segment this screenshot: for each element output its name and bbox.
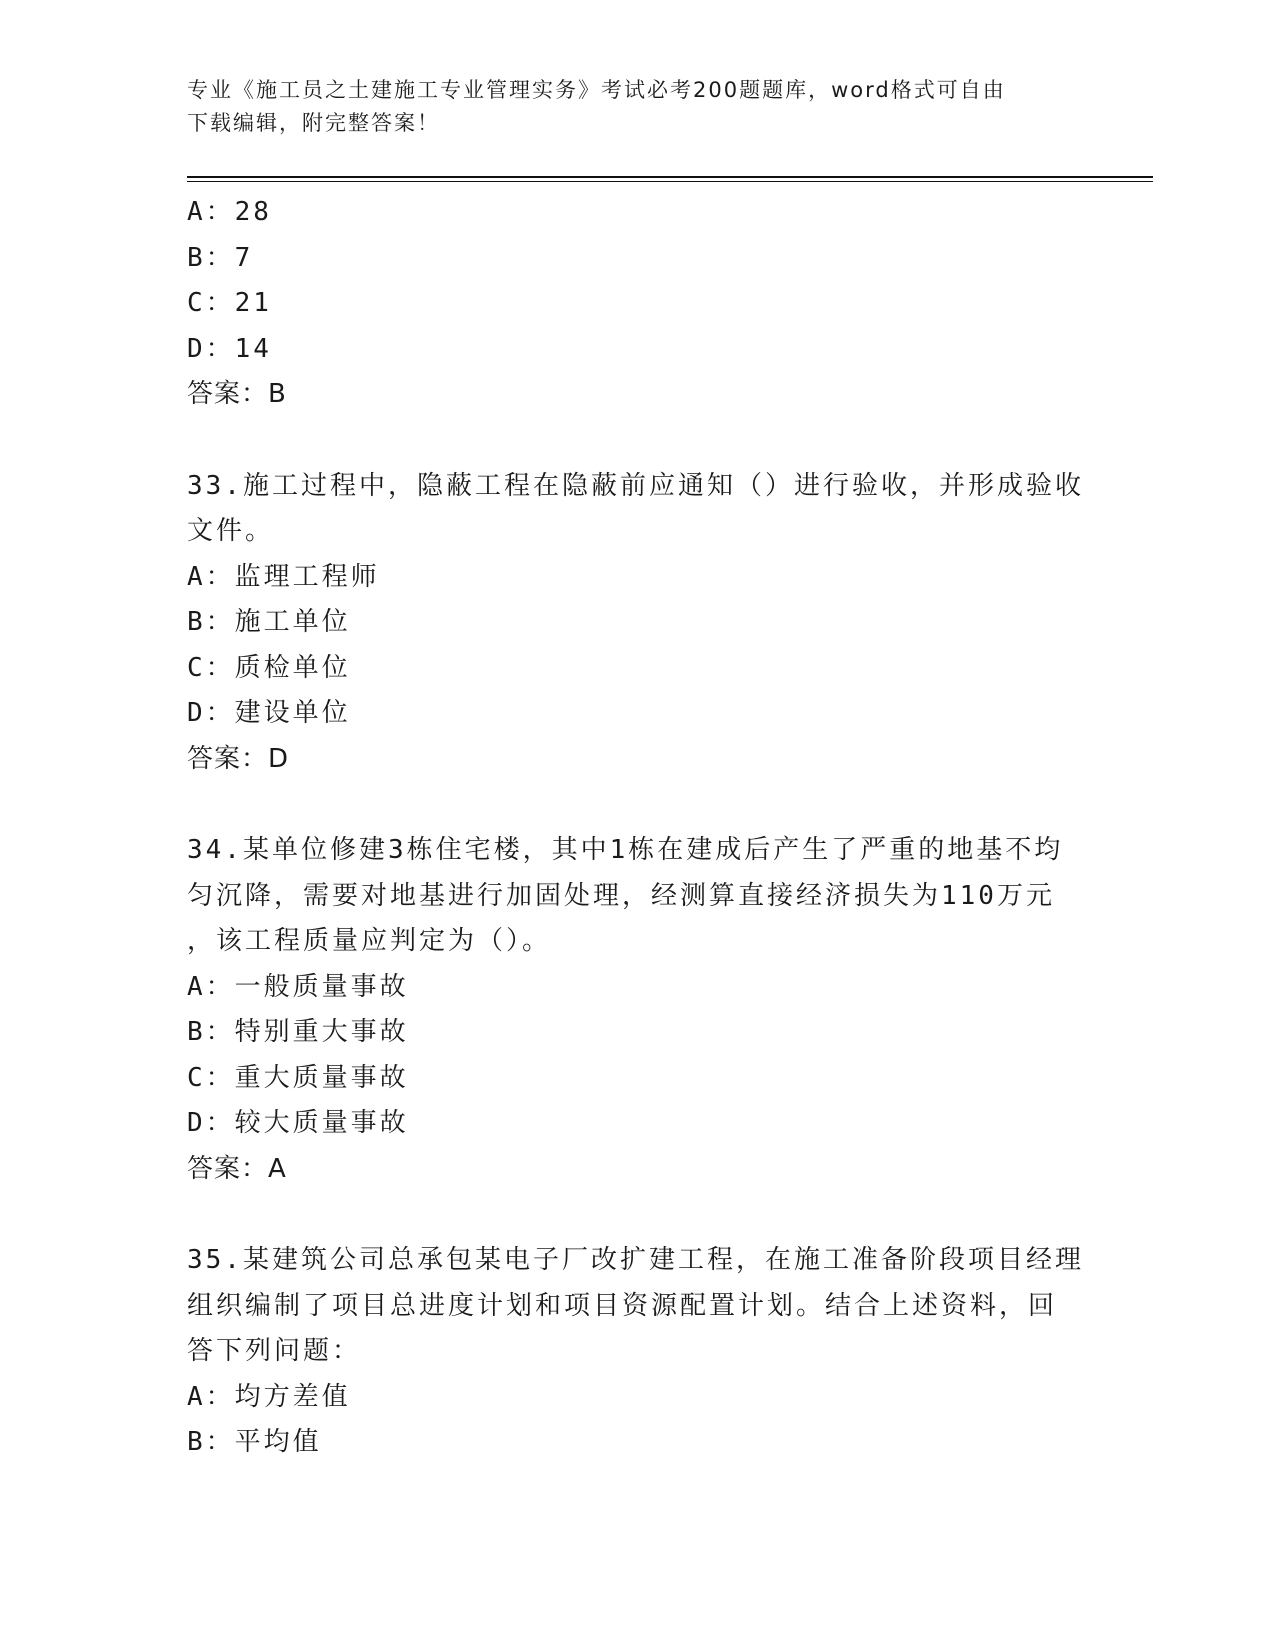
question-text-line: 组织编制了项目总进度计划和项目资源配置计划。结合上述资料，回 xyxy=(187,1290,1058,1321)
option-b: B：平均值 xyxy=(187,1427,322,1457)
question-text-line: 匀沉降，需要对地基进行加固处理，经测算直接经济损失为110万元 xyxy=(187,880,1055,911)
option-b: B：7 xyxy=(187,242,254,273)
option-a: A：一般质量事故 xyxy=(187,971,409,1002)
answer-line: 答案：A xyxy=(187,1153,287,1184)
option-b: B：施工单位 xyxy=(187,607,351,637)
question-35 xyxy=(187,1238,1087,1466)
option-d: D：14 xyxy=(187,333,272,364)
spacer xyxy=(187,782,1087,828)
question-33 xyxy=(187,464,1087,783)
option-d: D：较大质量事故 xyxy=(187,1108,409,1138)
question-34 xyxy=(187,828,1087,1192)
option-a: A：均方差值 xyxy=(187,1381,351,1412)
question-content xyxy=(187,190,1087,1466)
answer-line: 答案：D xyxy=(187,743,290,774)
header-divider-thick xyxy=(187,176,1153,178)
option-b: B：特别重大事故 xyxy=(187,1017,409,1047)
header-divider-thin xyxy=(187,181,1153,182)
question-text-line: ，该工程质量应判定为（）。 xyxy=(187,926,552,956)
option-c: C：21 xyxy=(187,288,272,318)
spacer xyxy=(187,418,1087,464)
document-header xyxy=(187,74,1067,140)
option-d: D：建设单位 xyxy=(187,698,351,728)
header-line-2: 下载编辑，附完整答案！ xyxy=(187,111,440,135)
question-32 xyxy=(187,190,1087,418)
option-a: A：监理工程师 xyxy=(187,561,380,592)
answer-line: 答案：B xyxy=(187,379,287,409)
option-a: A：28 xyxy=(187,197,272,227)
question-text-line: 33.施工过程中，隐蔽工程在隐蔽前应通知（）进行验收，并形成验收 xyxy=(187,470,1084,501)
question-text-line: 35.某建筑公司总承包某电子厂改扩建工程，在施工准备阶段项目经理 xyxy=(187,1245,1084,1275)
header-line-1: 专业《施工员之土建施工专业管理实务》考试必考200题题库，word格式可自由 xyxy=(187,78,1006,102)
option-c: C：质检单位 xyxy=(187,652,351,683)
question-text-line: 文件。 xyxy=(187,516,275,546)
spacer xyxy=(187,1192,1087,1238)
option-c: C：重大质量事故 xyxy=(187,1062,409,1093)
question-text-line: 答下列问题： xyxy=(187,1336,362,1366)
question-text-line: 34.某单位修建3栋住宅楼，其中1栋在建成后产生了严重的地基不均 xyxy=(187,835,1064,865)
